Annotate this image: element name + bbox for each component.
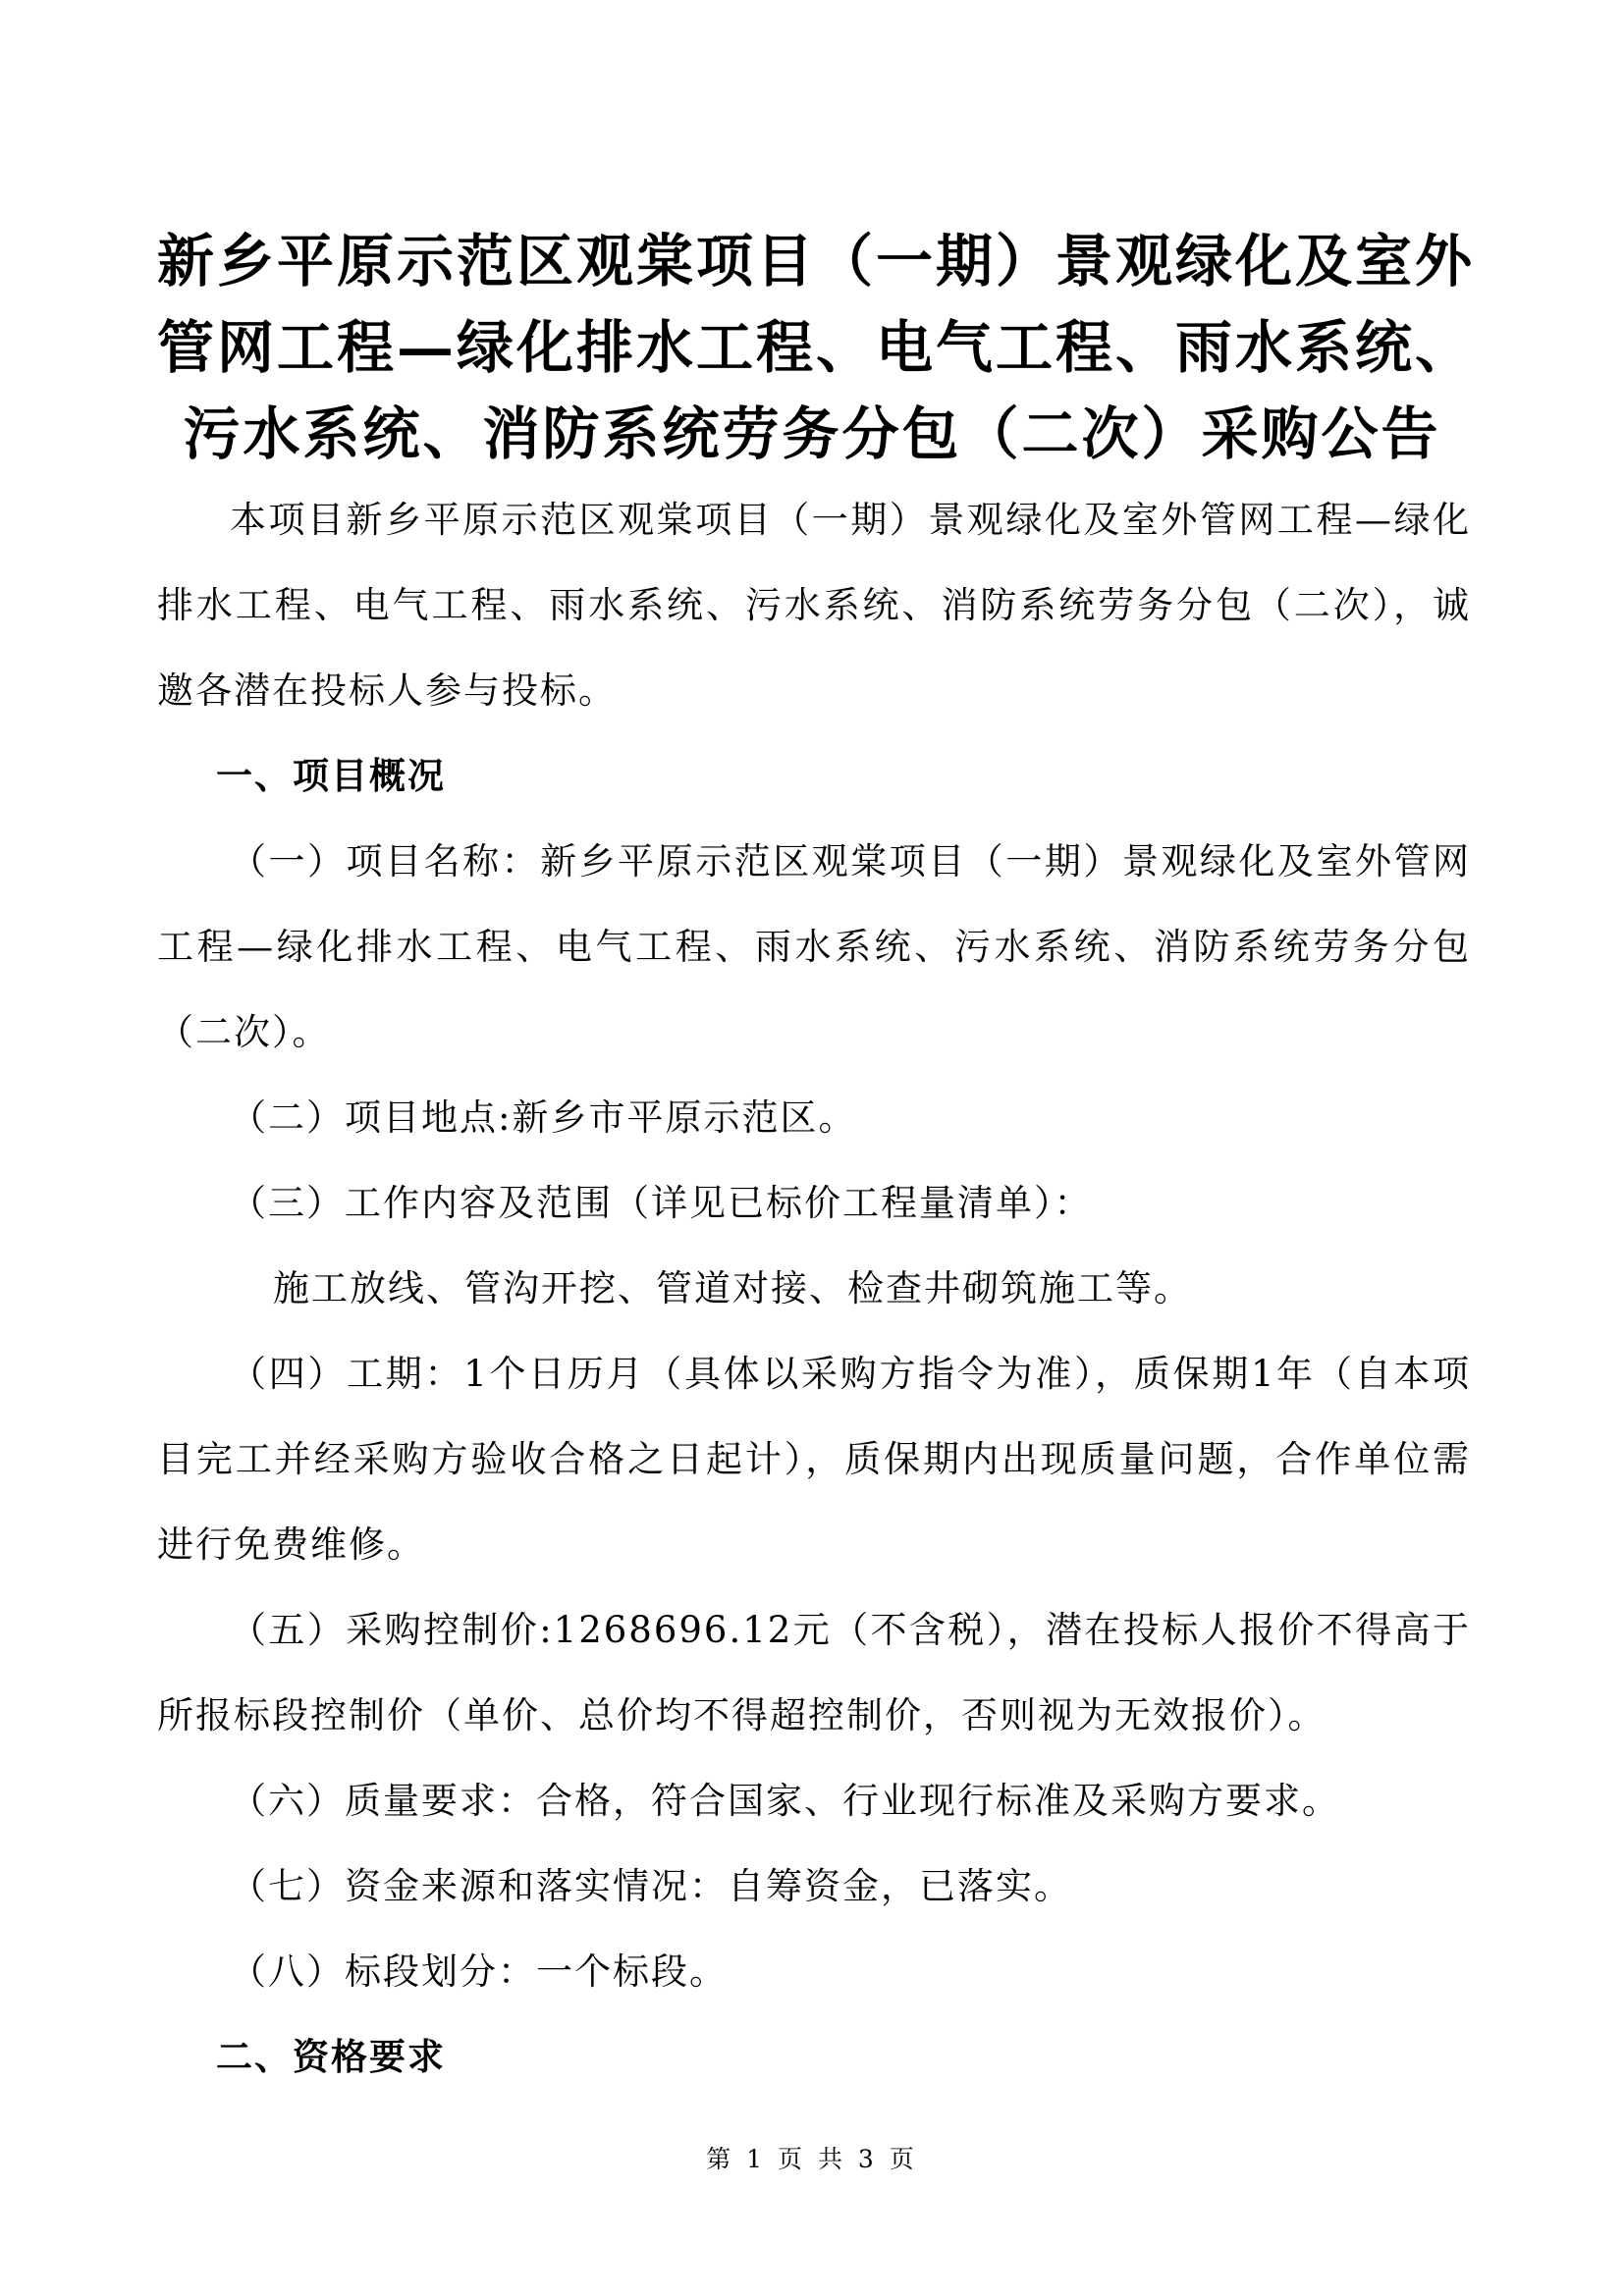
- page-number-footer: 第 1 页 共 3 页: [706, 2145, 918, 2173]
- item-work-scope: （三）工作内容及范围（详见已标价工程量清单）：: [230, 1182, 1093, 1224]
- item-control-price: （五）采购控制价:1268696.12元（不含税），潜在投标人报价不得高于所报标段控制价（单价、总价均不得超控制价，否则视为无效报价）。: [157, 1609, 1471, 1736]
- item-work-scope-detail: 施工放线、管沟开挖、管道对接、检查井砌筑施工等。: [273, 1267, 1192, 1309]
- item-project-location: （二）项目地点:新乡市平原示范区。: [230, 1096, 857, 1139]
- item-duration: （四）工期：1个日历月（具体以采购方指令为准），质保期1年（自本项目完工并经采购方验收合格之日起计），质保期内出现质量问题，合作单位需进行免费维修。: [157, 1353, 1471, 1566]
- intro-paragraph: 本项目新乡平原示范区观棠项目（一期）景观绿化及室外管网工程—绿化排水工程、电气工程、雨水系统、污水系统、消防系统劳务分包（二次），诚邀各潜在投标人参与投标。: [157, 499, 1471, 712]
- document-title: [157, 218, 1476, 477]
- title-line-3: 污水系统、消防系统劳务分包（二次）采购公告: [183, 400, 1441, 467]
- item-lots: （八）标段划分：一个标段。: [230, 1950, 728, 1993]
- title-line-1: 新乡平原示范区观棠项目（一期）景观绿化及室外: [157, 228, 1476, 294]
- section-heading-overview: 一、项目概况: [216, 754, 446, 797]
- document-body: [157, 477, 1471, 2100]
- item-quality: （六）质量要求：合格，符合国家、行业现行标准及采购方要求。: [230, 1780, 1340, 1822]
- title-line-2: 管网工程—绿化排水工程、电气工程、雨水系统、: [157, 314, 1476, 381]
- item-project-name: （一）项目名称：新乡平原示范区观棠项目（一期）景观绿化及室外管网工程—绿化排水工程、电气工程、雨水系统、污水系统、消防系统劳务分包（二次）。: [157, 840, 1471, 1053]
- section-heading-qualification: 二、资格要求: [216, 2035, 446, 2078]
- item-funding: （七）资金来源和落实情况：自筹资金，已落实。: [230, 1865, 1072, 1907]
